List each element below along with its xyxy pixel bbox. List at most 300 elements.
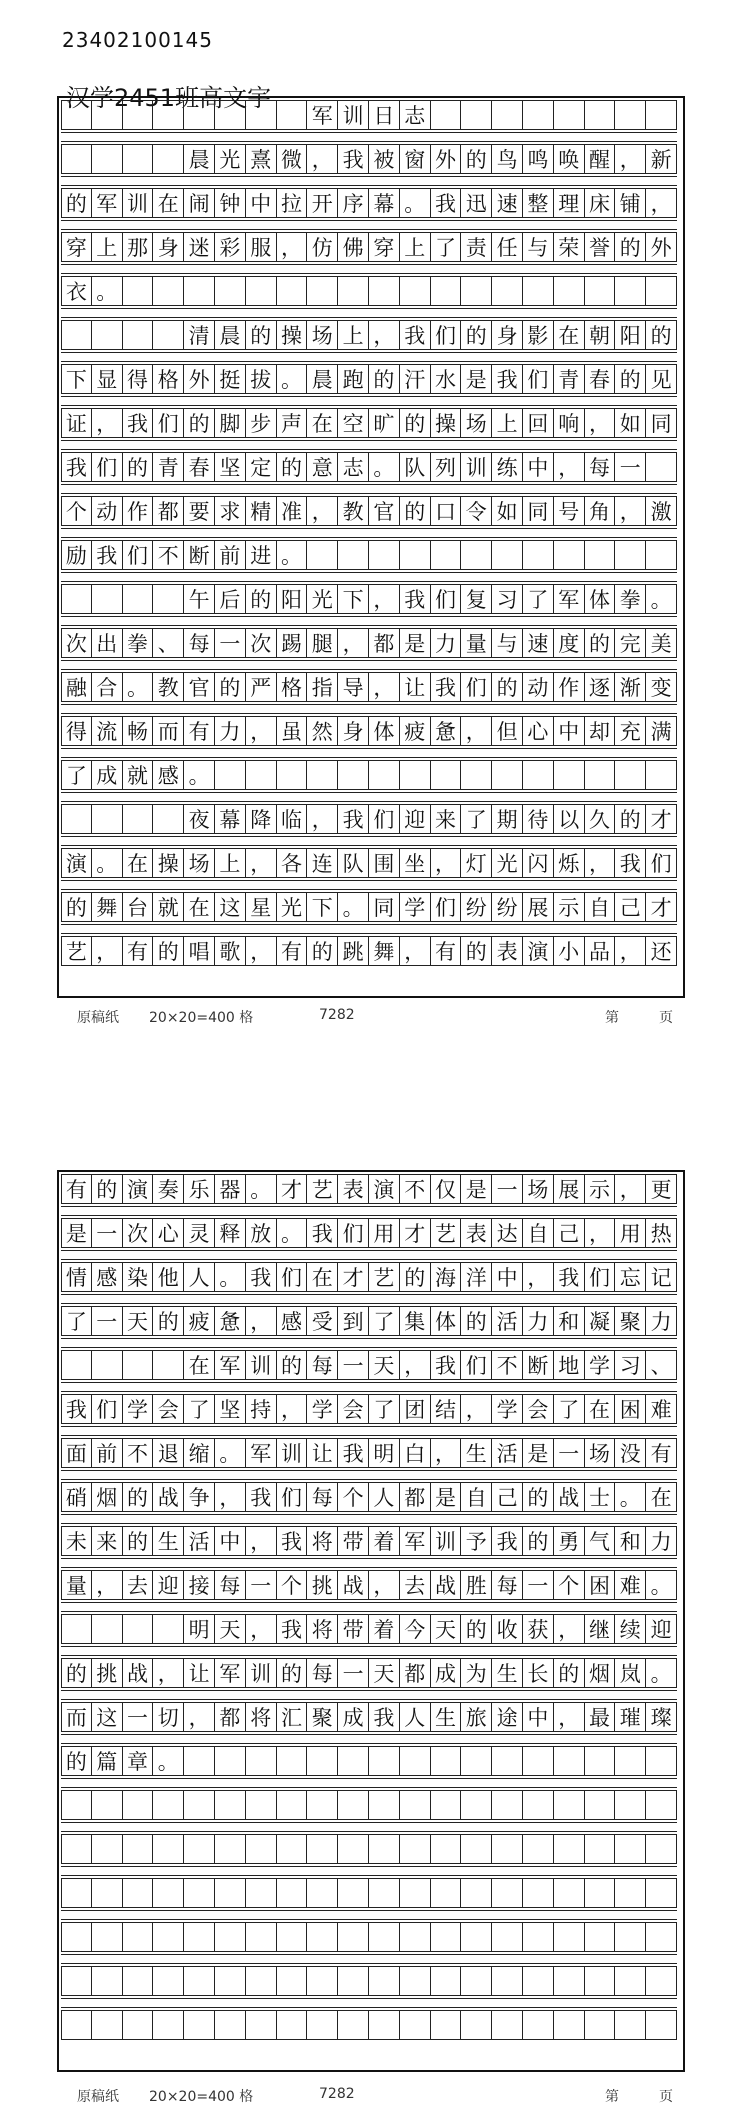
grid-cell: 个 xyxy=(277,1570,308,1600)
grid-cell: 持 xyxy=(246,1394,277,1424)
grid-cell xyxy=(277,1878,308,1908)
grid-cell: 外 xyxy=(431,144,462,174)
grid-cell: 为 xyxy=(461,1658,492,1688)
grid-cell: 面 xyxy=(61,1438,92,1468)
grid-spec: 20×20=400 格 xyxy=(149,1010,254,1026)
page-suffix: 页 xyxy=(659,2089,673,2105)
grid-cell: 疲 xyxy=(400,716,431,746)
grid-cell xyxy=(215,1790,246,1820)
grid-cell: 。 xyxy=(92,276,123,306)
grid-cell: ， xyxy=(215,1482,246,1512)
grid-cell: 闹 xyxy=(184,188,215,218)
grid-cell: 人 xyxy=(400,1702,431,1732)
grid-cell: 。 xyxy=(123,672,154,702)
grid-cell xyxy=(369,760,400,790)
grid-cell: 彩 xyxy=(215,232,246,262)
grid-cell: 每 xyxy=(307,1350,338,1380)
grid-cell: 个 xyxy=(554,1570,585,1600)
grid-cell: 。 xyxy=(338,892,369,922)
row-spacer xyxy=(61,1734,677,1744)
manuscript-sheet-1 xyxy=(57,96,687,1016)
grid-cell: 速 xyxy=(492,188,523,218)
grid-cell: 我 xyxy=(307,1218,338,1248)
grid-cell xyxy=(400,540,431,570)
grid-cell xyxy=(646,1966,677,1996)
grid-cell: 军 xyxy=(92,188,123,218)
grid-cell xyxy=(585,1790,616,1820)
grid-cell: 会 xyxy=(153,1394,184,1424)
grid-cell xyxy=(492,1878,523,1908)
grid-cell: 烁 xyxy=(554,848,585,878)
grid-cell xyxy=(184,1922,215,1952)
grid-cell: 清 xyxy=(184,320,215,350)
grid-cell: 场 xyxy=(184,848,215,878)
grid-cell: 们 xyxy=(461,1350,492,1380)
grid-cell: ， xyxy=(369,584,400,614)
grid-cell xyxy=(153,320,184,350)
grid-cell xyxy=(277,1746,308,1776)
grid-cell: 志 xyxy=(400,100,431,130)
grid-cell: 荣 xyxy=(554,232,585,262)
grid-cell: 的 xyxy=(523,1482,554,1512)
grid-cell: 硝 xyxy=(61,1482,92,1512)
grid-cell: 的 xyxy=(61,892,92,922)
grid-cell: 结 xyxy=(431,1394,462,1424)
grid-cell: 艺 xyxy=(431,1218,462,1248)
grid-cell: 军 xyxy=(400,1526,431,1556)
grid-cell: 释 xyxy=(215,1218,246,1248)
grid-cell: 每 xyxy=(215,1570,246,1600)
grid-cell xyxy=(61,1878,92,1908)
grid-cell: 被 xyxy=(369,144,400,174)
grid-cell: 渐 xyxy=(615,672,646,702)
grid-cell: 记 xyxy=(646,1262,677,1292)
grid-cell: 勇 xyxy=(554,1526,585,1556)
grid-cell: 了 xyxy=(461,804,492,834)
grid-cell: 开 xyxy=(307,188,338,218)
grid-cell: 踢 xyxy=(277,628,308,658)
grid-cell xyxy=(92,320,123,350)
grid-cell xyxy=(61,804,92,834)
grid-cell xyxy=(307,1922,338,1952)
grid-cell: 号 xyxy=(554,496,585,526)
grid-cell: 我 xyxy=(246,1262,277,1292)
grid-cell: 的 xyxy=(523,1526,554,1556)
grid-cell xyxy=(123,1922,154,1952)
grid-cell: 有 xyxy=(184,716,215,746)
grid-cell: 作 xyxy=(123,496,154,526)
grid-cell xyxy=(615,760,646,790)
grid-cell: 誉 xyxy=(585,232,616,262)
grid-cell: 体 xyxy=(431,1306,462,1336)
grid-cell: 缩 xyxy=(184,1438,215,1468)
grid-cell xyxy=(615,2010,646,2040)
grid-cell: 光 xyxy=(492,848,523,878)
grid-cell: 没 xyxy=(615,1438,646,1468)
grid-cell xyxy=(123,2010,154,2040)
grid-cell: 退 xyxy=(153,1438,184,1468)
grid-cell: 。 xyxy=(400,188,431,218)
grid-cell xyxy=(646,276,677,306)
grid-cell xyxy=(123,100,154,130)
grid-cell: 演 xyxy=(61,848,92,878)
grid-cell xyxy=(277,100,308,130)
grid-cell: ， xyxy=(307,804,338,834)
grid-cell xyxy=(92,1350,123,1380)
row-spacer xyxy=(61,616,677,626)
grid-cell: 拉 xyxy=(277,188,308,218)
grid-cell xyxy=(431,1834,462,1864)
grid-cell: 的 xyxy=(400,408,431,438)
grid-cell xyxy=(307,276,338,306)
grid-cell: 我 xyxy=(338,144,369,174)
grid-cell xyxy=(246,276,277,306)
grid-cell: 最 xyxy=(585,1702,616,1732)
grid-cell: ， xyxy=(554,1614,585,1644)
row-spacer xyxy=(61,1470,677,1480)
grid-cell: 们 xyxy=(461,672,492,702)
grid-cell: 的 xyxy=(615,364,646,394)
grid-cell xyxy=(492,1790,523,1820)
grid-cell xyxy=(615,1922,646,1952)
grid-cell: 篇 xyxy=(92,1746,123,1776)
grid-cell: 军 xyxy=(554,584,585,614)
page-suffix: 页 xyxy=(659,1010,673,1026)
grid-cell: 在 xyxy=(123,848,154,878)
grid-cell xyxy=(585,1746,616,1776)
grid-cell xyxy=(523,760,554,790)
grid-cell: 格 xyxy=(153,364,184,394)
grid-cell: 学 xyxy=(307,1394,338,1424)
grid-cell: 表 xyxy=(492,936,523,966)
grid-cell xyxy=(92,2010,123,2040)
grid-cell: ， xyxy=(585,1218,616,1248)
grid-cell: 在 xyxy=(184,1350,215,1380)
grid-cell xyxy=(492,540,523,570)
grid-cell: 岚 xyxy=(615,1658,646,1688)
grid-cell xyxy=(123,276,154,306)
grid-cell: 和 xyxy=(554,1306,585,1336)
grid-cell: ， xyxy=(277,232,308,262)
grid-cell: 续 xyxy=(615,1614,646,1644)
grid-cell xyxy=(61,1350,92,1380)
grid-cell: 品 xyxy=(585,936,616,966)
grid-cell xyxy=(338,760,369,790)
grid-cell xyxy=(92,1834,123,1864)
grid-cell xyxy=(215,2010,246,2040)
grid-cell: 如 xyxy=(492,496,523,526)
grid-cell: 的 xyxy=(554,1658,585,1688)
grid-cell: 队 xyxy=(400,452,431,482)
grid-cell: 舞 xyxy=(92,892,123,922)
grid-cell: 我 xyxy=(277,1526,308,1556)
grid-cell: 服 xyxy=(246,232,277,262)
grid-cell: 铺 xyxy=(615,188,646,218)
grid-cell: 。 xyxy=(246,1174,277,1204)
grid-cell xyxy=(585,1834,616,1864)
grid-cell: ， xyxy=(615,144,646,174)
grid-cell xyxy=(153,144,184,174)
grid-cell: 训 xyxy=(431,1526,462,1556)
row-spacer xyxy=(61,836,677,846)
grid-cell: 。 xyxy=(277,364,308,394)
grid-cell: 的 xyxy=(61,188,92,218)
grid-cell: 来 xyxy=(431,804,462,834)
grid-cell xyxy=(461,276,492,306)
grid-cell: 成 xyxy=(431,1658,462,1688)
grid-cell: 长 xyxy=(523,1658,554,1688)
grid-cell: 就 xyxy=(123,760,154,790)
grid-cell: 们 xyxy=(523,364,554,394)
grid-cell: 灯 xyxy=(461,848,492,878)
grid-cell xyxy=(585,760,616,790)
grid-cell xyxy=(554,276,585,306)
grid-cell: ， xyxy=(307,144,338,174)
grid-cell: 我 xyxy=(400,320,431,350)
grid-cell xyxy=(646,2010,677,2040)
grid-cell: 的 xyxy=(61,1746,92,1776)
grid-cell xyxy=(431,1966,462,1996)
grid-cell xyxy=(61,320,92,350)
grid-cell: 量 xyxy=(61,1570,92,1600)
grid-cell: 脚 xyxy=(215,408,246,438)
grid-cell: 继 xyxy=(585,1614,616,1644)
grid-cell: 的 xyxy=(123,452,154,482)
grid-cell: 感 xyxy=(92,1262,123,1292)
grid-cell: 才 xyxy=(338,1262,369,1292)
grid-cell xyxy=(554,100,585,130)
grid-cell: 的 xyxy=(246,584,277,614)
grid-cell: 展 xyxy=(554,1174,585,1204)
grid-cell: 任 xyxy=(492,232,523,262)
grid-cell xyxy=(400,276,431,306)
grid-cell: 旷 xyxy=(369,408,400,438)
grid-cell: 天 xyxy=(123,1306,154,1336)
grid-cell xyxy=(523,1790,554,1820)
grid-cell xyxy=(431,1790,462,1820)
grid-cell: 速 xyxy=(523,628,554,658)
grid-cell: 了 xyxy=(61,1306,92,1336)
grid-cell: 度 xyxy=(554,628,585,658)
row-spacer xyxy=(61,572,677,582)
grid-cell xyxy=(431,276,462,306)
grid-cell: 海 xyxy=(431,1262,462,1292)
grid-cell xyxy=(277,276,308,306)
grid-cell: 展 xyxy=(523,892,554,922)
grid-cell: 人 xyxy=(184,1262,215,1292)
grid-cell xyxy=(492,1966,523,1996)
grid-cell: ， xyxy=(369,672,400,702)
grid-cell: 每 xyxy=(585,452,616,482)
grid-cell: 着 xyxy=(369,1614,400,1644)
grid-cell xyxy=(523,540,554,570)
grid-cell: 惫 xyxy=(215,1306,246,1336)
grid-cell: 空 xyxy=(338,408,369,438)
grid-cell: 晨 xyxy=(307,364,338,394)
grid-cell xyxy=(400,1746,431,1776)
grid-cell: 次 xyxy=(61,628,92,658)
paper-code: 7282 xyxy=(319,1007,355,1023)
grid-cell xyxy=(461,1790,492,1820)
grid-cell: 章 xyxy=(123,1746,154,1776)
grid-cell: 活 xyxy=(492,1438,523,1468)
grid-cell xyxy=(554,760,585,790)
grid-cell: 定 xyxy=(246,452,277,482)
grid-cell xyxy=(61,584,92,614)
grid-cell: 上 xyxy=(215,848,246,878)
grid-cell: 衣 xyxy=(61,276,92,306)
grid-cell: 官 xyxy=(369,496,400,526)
grid-cell: 、 xyxy=(153,628,184,658)
grid-cell: 染 xyxy=(123,1262,154,1292)
grid-cell: 的 xyxy=(153,1306,184,1336)
grid-cell: 一 xyxy=(123,1702,154,1732)
grid-cell xyxy=(153,584,184,614)
grid-cell: 复 xyxy=(461,584,492,614)
grid-cell xyxy=(153,1878,184,1908)
grid-cell: ， xyxy=(461,716,492,746)
grid-cell: 导 xyxy=(338,672,369,702)
grid-cell: 了 xyxy=(61,760,92,790)
grid-cell xyxy=(431,1878,462,1908)
grid-cell: 迎 xyxy=(646,1614,677,1644)
grid-cell: ， xyxy=(184,1702,215,1732)
grid-cell: 的 xyxy=(400,1262,431,1292)
grid-cell: 到 xyxy=(338,1306,369,1336)
grid-cell: 聚 xyxy=(615,1306,646,1336)
grid-cell xyxy=(92,1614,123,1644)
grid-cell xyxy=(153,2010,184,2040)
grid-cell: 璀 xyxy=(615,1702,646,1732)
grid-cell xyxy=(215,760,246,790)
grid-cell: 都 xyxy=(400,1482,431,1512)
grid-cell xyxy=(277,1790,308,1820)
grid-cell: 在 xyxy=(585,1394,616,1424)
grid-cell: 有 xyxy=(646,1438,677,1468)
grid-cell: 了 xyxy=(369,1394,400,1424)
grid-cell: ， xyxy=(246,716,277,746)
grid-cell xyxy=(369,1966,400,1996)
grid-cell: 聚 xyxy=(307,1702,338,1732)
grid-cell xyxy=(585,1966,616,1996)
row-spacer xyxy=(61,748,677,758)
grid-cell xyxy=(123,584,154,614)
grid-cell: 同 xyxy=(523,496,554,526)
grid-cell xyxy=(492,760,523,790)
grid-cell xyxy=(307,1834,338,1864)
grid-cell: 上 xyxy=(338,320,369,350)
grid-cell: 我 xyxy=(369,1702,400,1732)
grid-cell: 未 xyxy=(61,1526,92,1556)
grid-cell: 上 xyxy=(492,408,523,438)
grid-cell xyxy=(184,2010,215,2040)
grid-cell: 将 xyxy=(307,1526,338,1556)
grid-cell xyxy=(61,100,92,130)
grid-cell: 将 xyxy=(307,1614,338,1644)
grid-cell xyxy=(431,1922,462,1952)
grid-cell: 每 xyxy=(492,1570,523,1600)
grid-cell: 每 xyxy=(307,1658,338,1688)
grid-cell xyxy=(400,1878,431,1908)
grid-cell: 量 xyxy=(461,628,492,658)
grid-cell: 去 xyxy=(400,1570,431,1600)
grid-cell: 舞 xyxy=(369,936,400,966)
grid-cell: 的 xyxy=(184,408,215,438)
grid-cell: 军 xyxy=(307,100,338,130)
grid-cell: 却 xyxy=(585,716,616,746)
grid-cell xyxy=(277,1922,308,1952)
grid-cell: ， xyxy=(307,496,338,526)
grid-cell: 都 xyxy=(400,1658,431,1688)
grid-cell: 才 xyxy=(646,892,677,922)
grid-cell xyxy=(369,1834,400,1864)
page-prefix: 第 xyxy=(605,2089,619,2105)
grid-cell: 回 xyxy=(523,408,554,438)
grid-cell: 们 xyxy=(431,584,462,614)
grid-cell: 让 xyxy=(400,672,431,702)
grid-cell xyxy=(277,1966,308,1996)
grid-cell: 步 xyxy=(246,408,277,438)
grid-cell xyxy=(369,540,400,570)
grid-cell: 生 xyxy=(431,1702,462,1732)
grid-cell: 体 xyxy=(585,584,616,614)
grid-cell xyxy=(523,1746,554,1776)
grid-cell: 序 xyxy=(338,188,369,218)
grid-cell: 的 xyxy=(369,364,400,394)
grid-cell xyxy=(461,1922,492,1952)
grid-cell: 精 xyxy=(246,496,277,526)
grid-cell xyxy=(646,1790,677,1820)
grid-cell xyxy=(92,144,123,174)
grid-cell: 然 xyxy=(307,716,338,746)
grid-cell: 列 xyxy=(431,452,462,482)
grid-cell: 阳 xyxy=(615,320,646,350)
grid-cell: 变 xyxy=(646,672,677,702)
grid-cell: 仅 xyxy=(431,1174,462,1204)
grid-cell xyxy=(646,1878,677,1908)
grid-cell: 们 xyxy=(277,1262,308,1292)
row-spacer xyxy=(61,1866,677,1876)
grid-cell: 艺 xyxy=(61,936,92,966)
row-spacer xyxy=(61,792,677,802)
grid-cell: 场 xyxy=(523,1174,554,1204)
grid-cell: 战 xyxy=(554,1482,585,1512)
grid-cell: 光 xyxy=(277,892,308,922)
grid-cell xyxy=(369,276,400,306)
grid-cell: 还 xyxy=(646,936,677,966)
grid-cell: 志 xyxy=(338,452,369,482)
grid-cell: 待 xyxy=(523,804,554,834)
grid-cell: 更 xyxy=(646,1174,677,1204)
grid-cell xyxy=(369,1790,400,1820)
grid-cell: ， xyxy=(615,1174,646,1204)
grid-cell: 战 xyxy=(338,1570,369,1600)
grid-cell xyxy=(554,1922,585,1952)
grid-cell: 难 xyxy=(615,1570,646,1600)
grid-cell: 的 xyxy=(277,1658,308,1688)
grid-cell xyxy=(523,1966,554,1996)
grid-cell: 场 xyxy=(461,408,492,438)
row-spacer xyxy=(61,264,677,274)
grid-cell: 团 xyxy=(400,1394,431,1424)
grid-cell: 官 xyxy=(184,672,215,702)
grid-cell: 途 xyxy=(492,1702,523,1732)
grid-cell: 了 xyxy=(554,1394,585,1424)
grid-cell: 上 xyxy=(92,232,123,262)
grid-cell: 演 xyxy=(369,1174,400,1204)
grid-cell: 艺 xyxy=(369,1262,400,1292)
grid-cell: 是 xyxy=(431,1482,462,1512)
